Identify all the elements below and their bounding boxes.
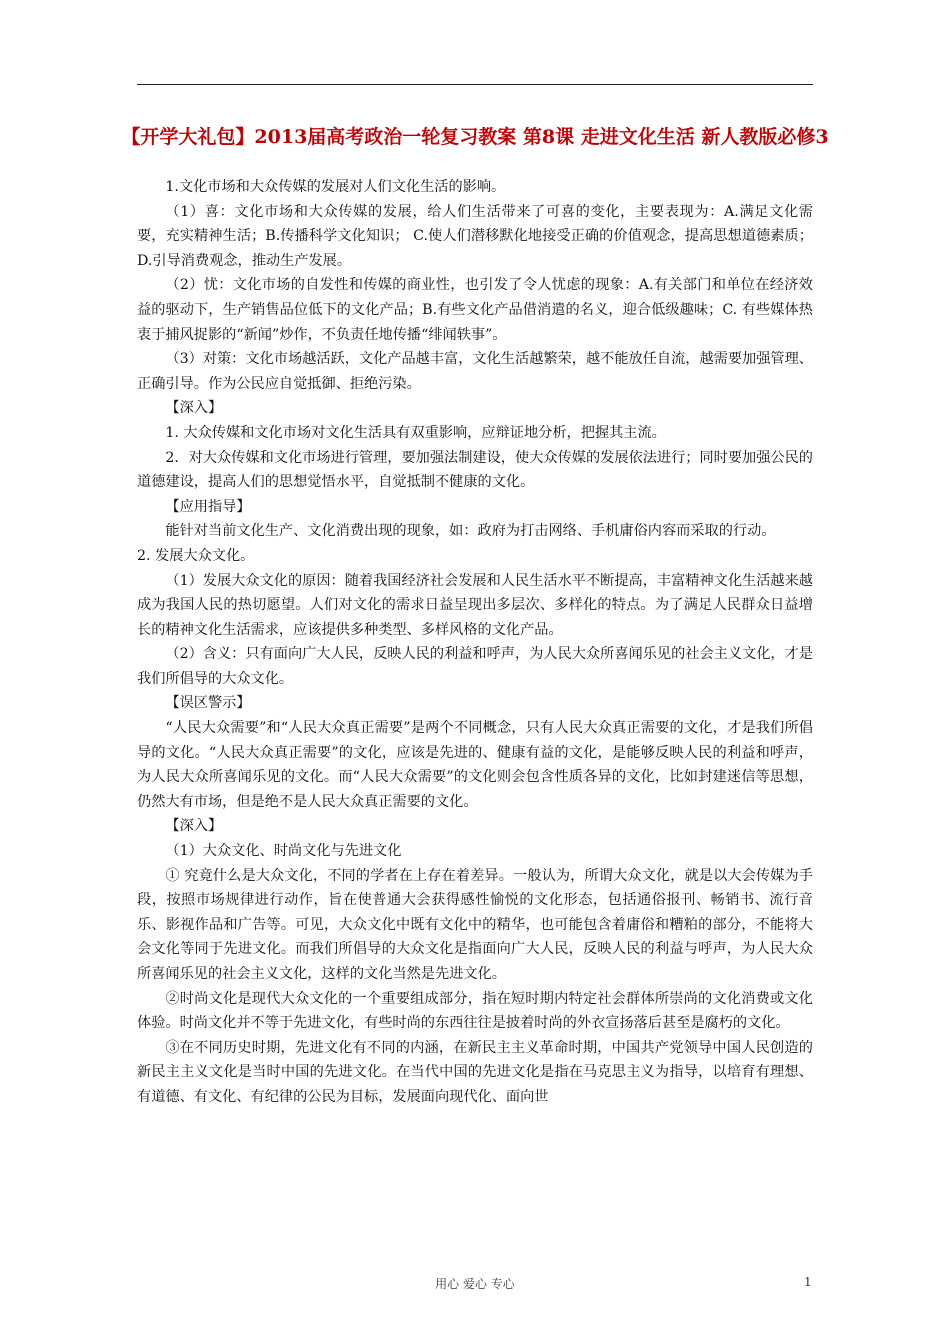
section-heading: 【误区警示】 — [165, 695, 251, 712]
paragraph: 能针对当前文化生产、文化消费出现的现象，如：政府为打击网络、手机庸俗内容而采取的行动。 — [165, 523, 776, 540]
document-title: 【开学大礼包】2013届高考政治一轮复习教案 第8课 走进文化生活 新人教版必修3 — [121, 126, 829, 148]
paragraph: ① 究竟什么是大众文化，不同的学者在上存在着差异。一般认为，所谓大众文化，就是以大会传媒为手段，按照市场规律进行动作，旨在使普通大会获得感性愉悦的文化形态，包括通俗报刊、畅销书、流行音乐、影视作品和广告等。可见，大众文化中既有文化中的精华，也可能包含着庸俗和糟粕的部分，不能将大会文化等同于先进文化。而我们所倡导的大众文化是指面向广大人民，反映人民的利益与呼声，为人民大众所喜闻乐见的社会主义文化，这样的文化当然是先进文化。 — [137, 867, 813, 982]
paragraph: （1）发展大众文化的原因：随着我国经济社会发展和人民生活水平不断提高，丰富精神文化生活越来越成为我国人民的热切愿望。人们对文化的需求日益呈现出多层次、多样化的特点。为了满足人民群众日益增长的精神文化生活需求，应该提供多种类型、多样风格的文化产品。 — [137, 572, 813, 638]
page-number: 1 — [804, 1275, 812, 1289]
paragraph: （1）喜：文化市场和大众传媒的发展，给人们生活带来了可喜的变化，主要表现为：A.满足文化需要，充实精神生活；B.传播科学文化知识； C.使人们潜移默化地接受正确的价值观念，提高思想道德素质；D.引导消费观念，推动生产发展。 — [137, 203, 813, 269]
document-body — [137, 175, 813, 1110]
header-rule — [137, 84, 813, 85]
page-footer: 用心 爱心 专心 — [435, 1277, 515, 1291]
paragraph: ②时尚文化是现代大众文化的一个重要组成部分，指在短时期内特定社会群体所崇尚的文化消费或文化体验。时尚文化并不等于先进文化，有些时尚的东西往往是披着时尚的外衣宣扬落后甚至是腐朽的文化。 — [137, 990, 813, 1032]
section-heading: 【应用指导】 — [165, 498, 251, 515]
paragraph: （2）含义：只有面向广大人民，反映人民的利益和呼声，为人民大众所喜闻乐见的社会主义文化，才是我们所倡导的大众文化。 — [137, 646, 813, 687]
paragraph: （1）大众文化、时尚文化与先进文化 — [165, 843, 402, 860]
paragraph: （3）对策：文化市场越活跃，文化产品越丰富，文化生活越繁荣，越不能放任自流，越需要加强管理、正确引导。作为公民应自觉抵御、拒绝污染。 — [137, 351, 813, 392]
section-heading: 2. 发展大众文化。 — [137, 547, 255, 564]
section-heading: 【深入】 — [165, 400, 223, 417]
paragraph: “人民大众需要”和“人民大众真正需要”是两个不同概念，只有人民大众真正需要的文化，才是我们所倡导的文化。“人民大众真正需要”的文化，应该是先进的、健康有益的文化，是能够反映人民的利益和呼声，为人民大众所喜闻乐见的文化。而“人民大众需要”的文化则会包含性质各异的文化，比如封建迷信等思想，仍然大有市场，但是绝不是人民大众真正需要的文化。 — [137, 720, 813, 810]
paragraph: （2）忧：文化市场的自发性和传媒的商业性，也引发了令人忧虑的现象：A.有关部门和单位在经济效益的驱动下，生产销售品位低下的文化产品；B.有些文化产品借消遣的名义，迎合低级趣味；C. 有些媒体热衷于捕风捉影的“新闻”炒作，不负责任地传播“绯闻轶事”。 — [137, 277, 813, 343]
paragraph: 2．对大众传媒和文化市场进行管理，要加强法制建设，使大众传媒的发展依法进行；同时要加强公民的道德建设，提高人们的思想觉悟水平，自觉抵制不健康的文化。 — [137, 449, 813, 491]
paragraph: 1.文化市场和大众传媒的发展对人们文化生活的影响。 — [165, 179, 506, 195]
paragraph: 1. 大众传媒和文化市场对文化生活具有双重影响，应辩证地分析，把握其主流。 — [165, 424, 666, 441]
paragraph: ③在不同历史时期，先进文化有不同的内涵，在新民主主义革命时期，中国共产党领导中国人民创造的新民主主义文化是当时中国的先进文化。在当代中国的先进文化是指在马克思主义为指导，以培育有理想、有道德、有文化、有纪律的公民为目标，发展面向现代化、面向世 — [137, 1039, 813, 1105]
section-heading: 【深入】 — [165, 818, 223, 835]
